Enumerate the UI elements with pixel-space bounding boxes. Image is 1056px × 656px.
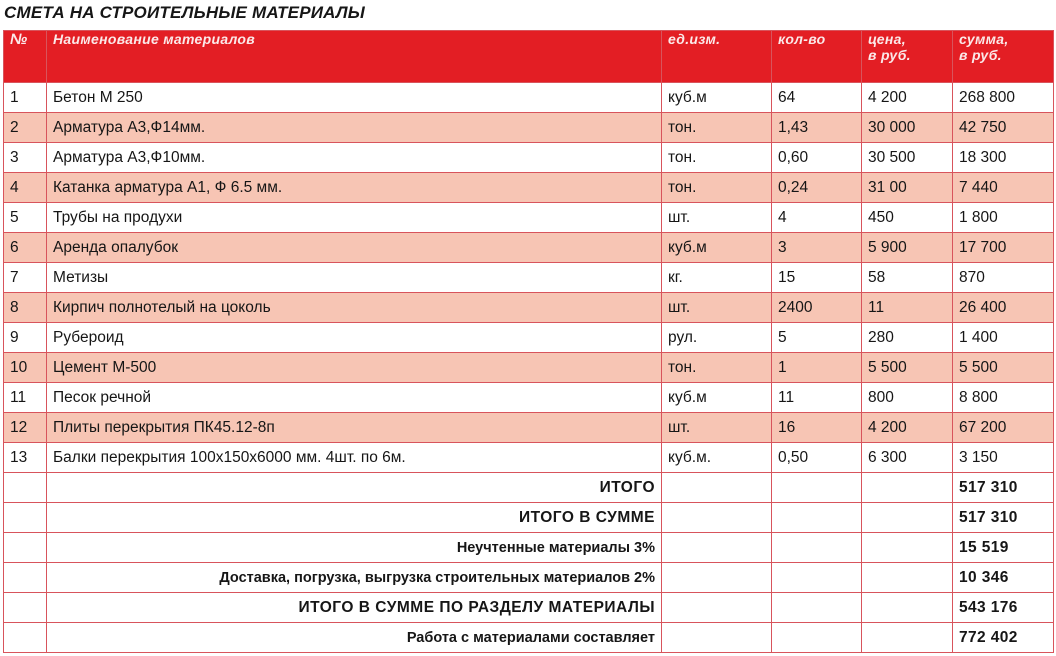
summary-label: Неучтенные материалы 3% xyxy=(47,533,662,563)
cell-num: 1 xyxy=(4,83,47,113)
estimate-table xyxy=(3,30,1054,653)
cell-total: 1 400 xyxy=(953,323,1054,353)
cell-qty: 64 xyxy=(772,83,862,113)
summary-num-empty xyxy=(4,473,47,503)
cell-total: 18 300 xyxy=(953,143,1054,173)
cell-total: 268 800 xyxy=(953,83,1054,113)
cell-qty: 1,43 xyxy=(772,113,862,143)
header-num: № xyxy=(4,31,47,83)
header-name: Наименование материалов xyxy=(47,31,662,83)
table-row xyxy=(4,353,1054,383)
cell-unit: куб.м xyxy=(662,383,772,413)
summary-value: 517 310 xyxy=(953,503,1054,533)
cell-num: 8 xyxy=(4,293,47,323)
table-row xyxy=(4,383,1054,413)
cell-total: 17 700 xyxy=(953,233,1054,263)
cell-qty: 15 xyxy=(772,263,862,293)
cell-unit: кг. xyxy=(662,263,772,293)
cell-price: 5 500 xyxy=(862,353,953,383)
cell-qty: 3 xyxy=(772,233,862,263)
summary-num-empty xyxy=(4,593,47,623)
cell-total: 1 800 xyxy=(953,203,1054,233)
header-qty: кол-во xyxy=(772,31,862,83)
cell-unit: рул. xyxy=(662,323,772,353)
cell-price: 58 xyxy=(862,263,953,293)
cell-qty: 1 xyxy=(772,353,862,383)
table-row xyxy=(4,113,1054,143)
summary-row xyxy=(4,563,1054,593)
summary-qty-empty xyxy=(772,533,862,563)
cell-total: 7 440 xyxy=(953,173,1054,203)
cell-price: 4 200 xyxy=(862,83,953,113)
table-row xyxy=(4,203,1054,233)
cell-unit: тон. xyxy=(662,353,772,383)
cell-num: 5 xyxy=(4,203,47,233)
cell-unit: куб.м xyxy=(662,83,772,113)
summary-qty-empty xyxy=(772,473,862,503)
summary-unit-empty xyxy=(662,503,772,533)
cell-num: 2 xyxy=(4,113,47,143)
cell-price: 6 300 xyxy=(862,443,953,473)
cell-num: 3 xyxy=(4,143,47,173)
cell-name: Трубы на продухи xyxy=(47,203,662,233)
summary-price-empty xyxy=(862,593,953,623)
summary-value: 15 519 xyxy=(953,533,1054,563)
cell-total: 42 750 xyxy=(953,113,1054,143)
cell-qty: 11 xyxy=(772,383,862,413)
cell-num: 9 xyxy=(4,323,47,353)
table-header-row xyxy=(4,31,1054,83)
table-row xyxy=(4,143,1054,173)
cell-name: Рубероид xyxy=(47,323,662,353)
summary-value: 10 346 xyxy=(953,563,1054,593)
cell-num: 13 xyxy=(4,443,47,473)
cell-qty: 2400 xyxy=(772,293,862,323)
summary-row xyxy=(4,623,1054,653)
cell-price: 5 900 xyxy=(862,233,953,263)
cell-total: 8 800 xyxy=(953,383,1054,413)
header-price-line1: цена, xyxy=(868,31,906,47)
summary-unit-empty xyxy=(662,623,772,653)
cell-name: Арматура А3,Ф10мм. xyxy=(47,143,662,173)
summary-price-empty xyxy=(862,533,953,563)
table-row xyxy=(4,293,1054,323)
table-row xyxy=(4,233,1054,263)
cell-name: Метизы xyxy=(47,263,662,293)
table-row xyxy=(4,83,1054,113)
summary-label: Доставка, погрузка, выгрузка строительных материалов 2% xyxy=(47,563,662,593)
summary-label: ИТОГО В СУММЕ ПО РАЗДЕЛУ МАТЕРИАЛЫ xyxy=(47,593,662,623)
summary-row xyxy=(4,473,1054,503)
summary-qty-empty xyxy=(772,563,862,593)
cell-total: 3 150 xyxy=(953,443,1054,473)
cell-name: Катанка арматура А1, Ф 6.5 мм. xyxy=(47,173,662,203)
cell-price: 800 xyxy=(862,383,953,413)
header-price xyxy=(862,31,953,83)
cell-num: 11 xyxy=(4,383,47,413)
cell-name: Арматура А3,Ф14мм. xyxy=(47,113,662,143)
summary-value: 543 176 xyxy=(953,593,1054,623)
summary-label: ИТОГО В СУММЕ xyxy=(47,503,662,533)
cell-price: 30 500 xyxy=(862,143,953,173)
summary-row xyxy=(4,503,1054,533)
summary-value: 772 402 xyxy=(953,623,1054,653)
cell-total: 26 400 xyxy=(953,293,1054,323)
header-total-line2: в руб. xyxy=(959,47,1002,63)
summary-label: ИТОГО xyxy=(47,473,662,503)
summary-row xyxy=(4,593,1054,623)
cell-num: 4 xyxy=(4,173,47,203)
cell-qty: 0,24 xyxy=(772,173,862,203)
summary-unit-empty xyxy=(662,473,772,503)
cell-qty: 4 xyxy=(772,203,862,233)
cell-unit: тон. xyxy=(662,173,772,203)
summary-unit-empty xyxy=(662,593,772,623)
cell-price: 280 xyxy=(862,323,953,353)
cell-price: 31 00 xyxy=(862,173,953,203)
header-total-line1: сумма, xyxy=(959,31,1009,47)
table-row xyxy=(4,413,1054,443)
summary-value: 517 310 xyxy=(953,473,1054,503)
table-body xyxy=(4,83,1054,653)
cell-price: 450 xyxy=(862,203,953,233)
cell-name: Бетон М 250 xyxy=(47,83,662,113)
summary-num-empty xyxy=(4,563,47,593)
cell-unit: шт. xyxy=(662,413,772,443)
cell-num: 12 xyxy=(4,413,47,443)
cell-unit: куб.м xyxy=(662,233,772,263)
cell-qty: 0,60 xyxy=(772,143,862,173)
cell-num: 7 xyxy=(4,263,47,293)
cell-total: 5 500 xyxy=(953,353,1054,383)
cell-price: 30 000 xyxy=(862,113,953,143)
summary-price-empty xyxy=(862,503,953,533)
summary-num-empty xyxy=(4,533,47,563)
cell-total: 870 xyxy=(953,263,1054,293)
summary-price-empty xyxy=(862,623,953,653)
cell-name: Плиты перекрытия ПК45.12-8п xyxy=(47,413,662,443)
cell-qty: 16 xyxy=(772,413,862,443)
summary-price-empty xyxy=(862,563,953,593)
summary-label: Работа с материалами составляет xyxy=(47,623,662,653)
header-unit: ед.изм. xyxy=(662,31,772,83)
header-total xyxy=(953,31,1054,83)
summary-unit-empty xyxy=(662,563,772,593)
cell-unit: тон. xyxy=(662,113,772,143)
summary-qty-empty xyxy=(772,623,862,653)
cell-name: Аренда опалубок xyxy=(47,233,662,263)
summary-num-empty xyxy=(4,503,47,533)
table-row xyxy=(4,443,1054,473)
cell-unit: шт. xyxy=(662,203,772,233)
table-row xyxy=(4,323,1054,353)
cell-name: Балки перекрытия 100х150х6000 мм. 4шт. по 6м. xyxy=(47,443,662,473)
cell-unit: тон. xyxy=(662,143,772,173)
cell-total: 67 200 xyxy=(953,413,1054,443)
cell-qty: 0,50 xyxy=(772,443,862,473)
cell-name: Песок речной xyxy=(47,383,662,413)
summary-unit-empty xyxy=(662,533,772,563)
cell-price: 4 200 xyxy=(862,413,953,443)
cell-unit: куб.м. xyxy=(662,443,772,473)
summary-num-empty xyxy=(4,623,47,653)
cell-num: 6 xyxy=(4,233,47,263)
summary-price-empty xyxy=(862,473,953,503)
summary-qty-empty xyxy=(772,503,862,533)
cell-num: 10 xyxy=(4,353,47,383)
cell-name: Кирпич полнотелый на цоколь xyxy=(47,293,662,323)
cell-qty: 5 xyxy=(772,323,862,353)
summary-qty-empty xyxy=(772,593,862,623)
header-price-line2: в руб. xyxy=(868,47,911,63)
cell-price: 11 xyxy=(862,293,953,323)
cell-unit: шт. xyxy=(662,293,772,323)
cell-name: Цемент М-500 xyxy=(47,353,662,383)
summary-row xyxy=(4,533,1054,563)
table-row xyxy=(4,263,1054,293)
table-row xyxy=(4,173,1054,203)
page-title: СМЕТА НА СТРОИТЕЛЬНЫЕ МАТЕРИАЛЫ xyxy=(4,3,365,22)
